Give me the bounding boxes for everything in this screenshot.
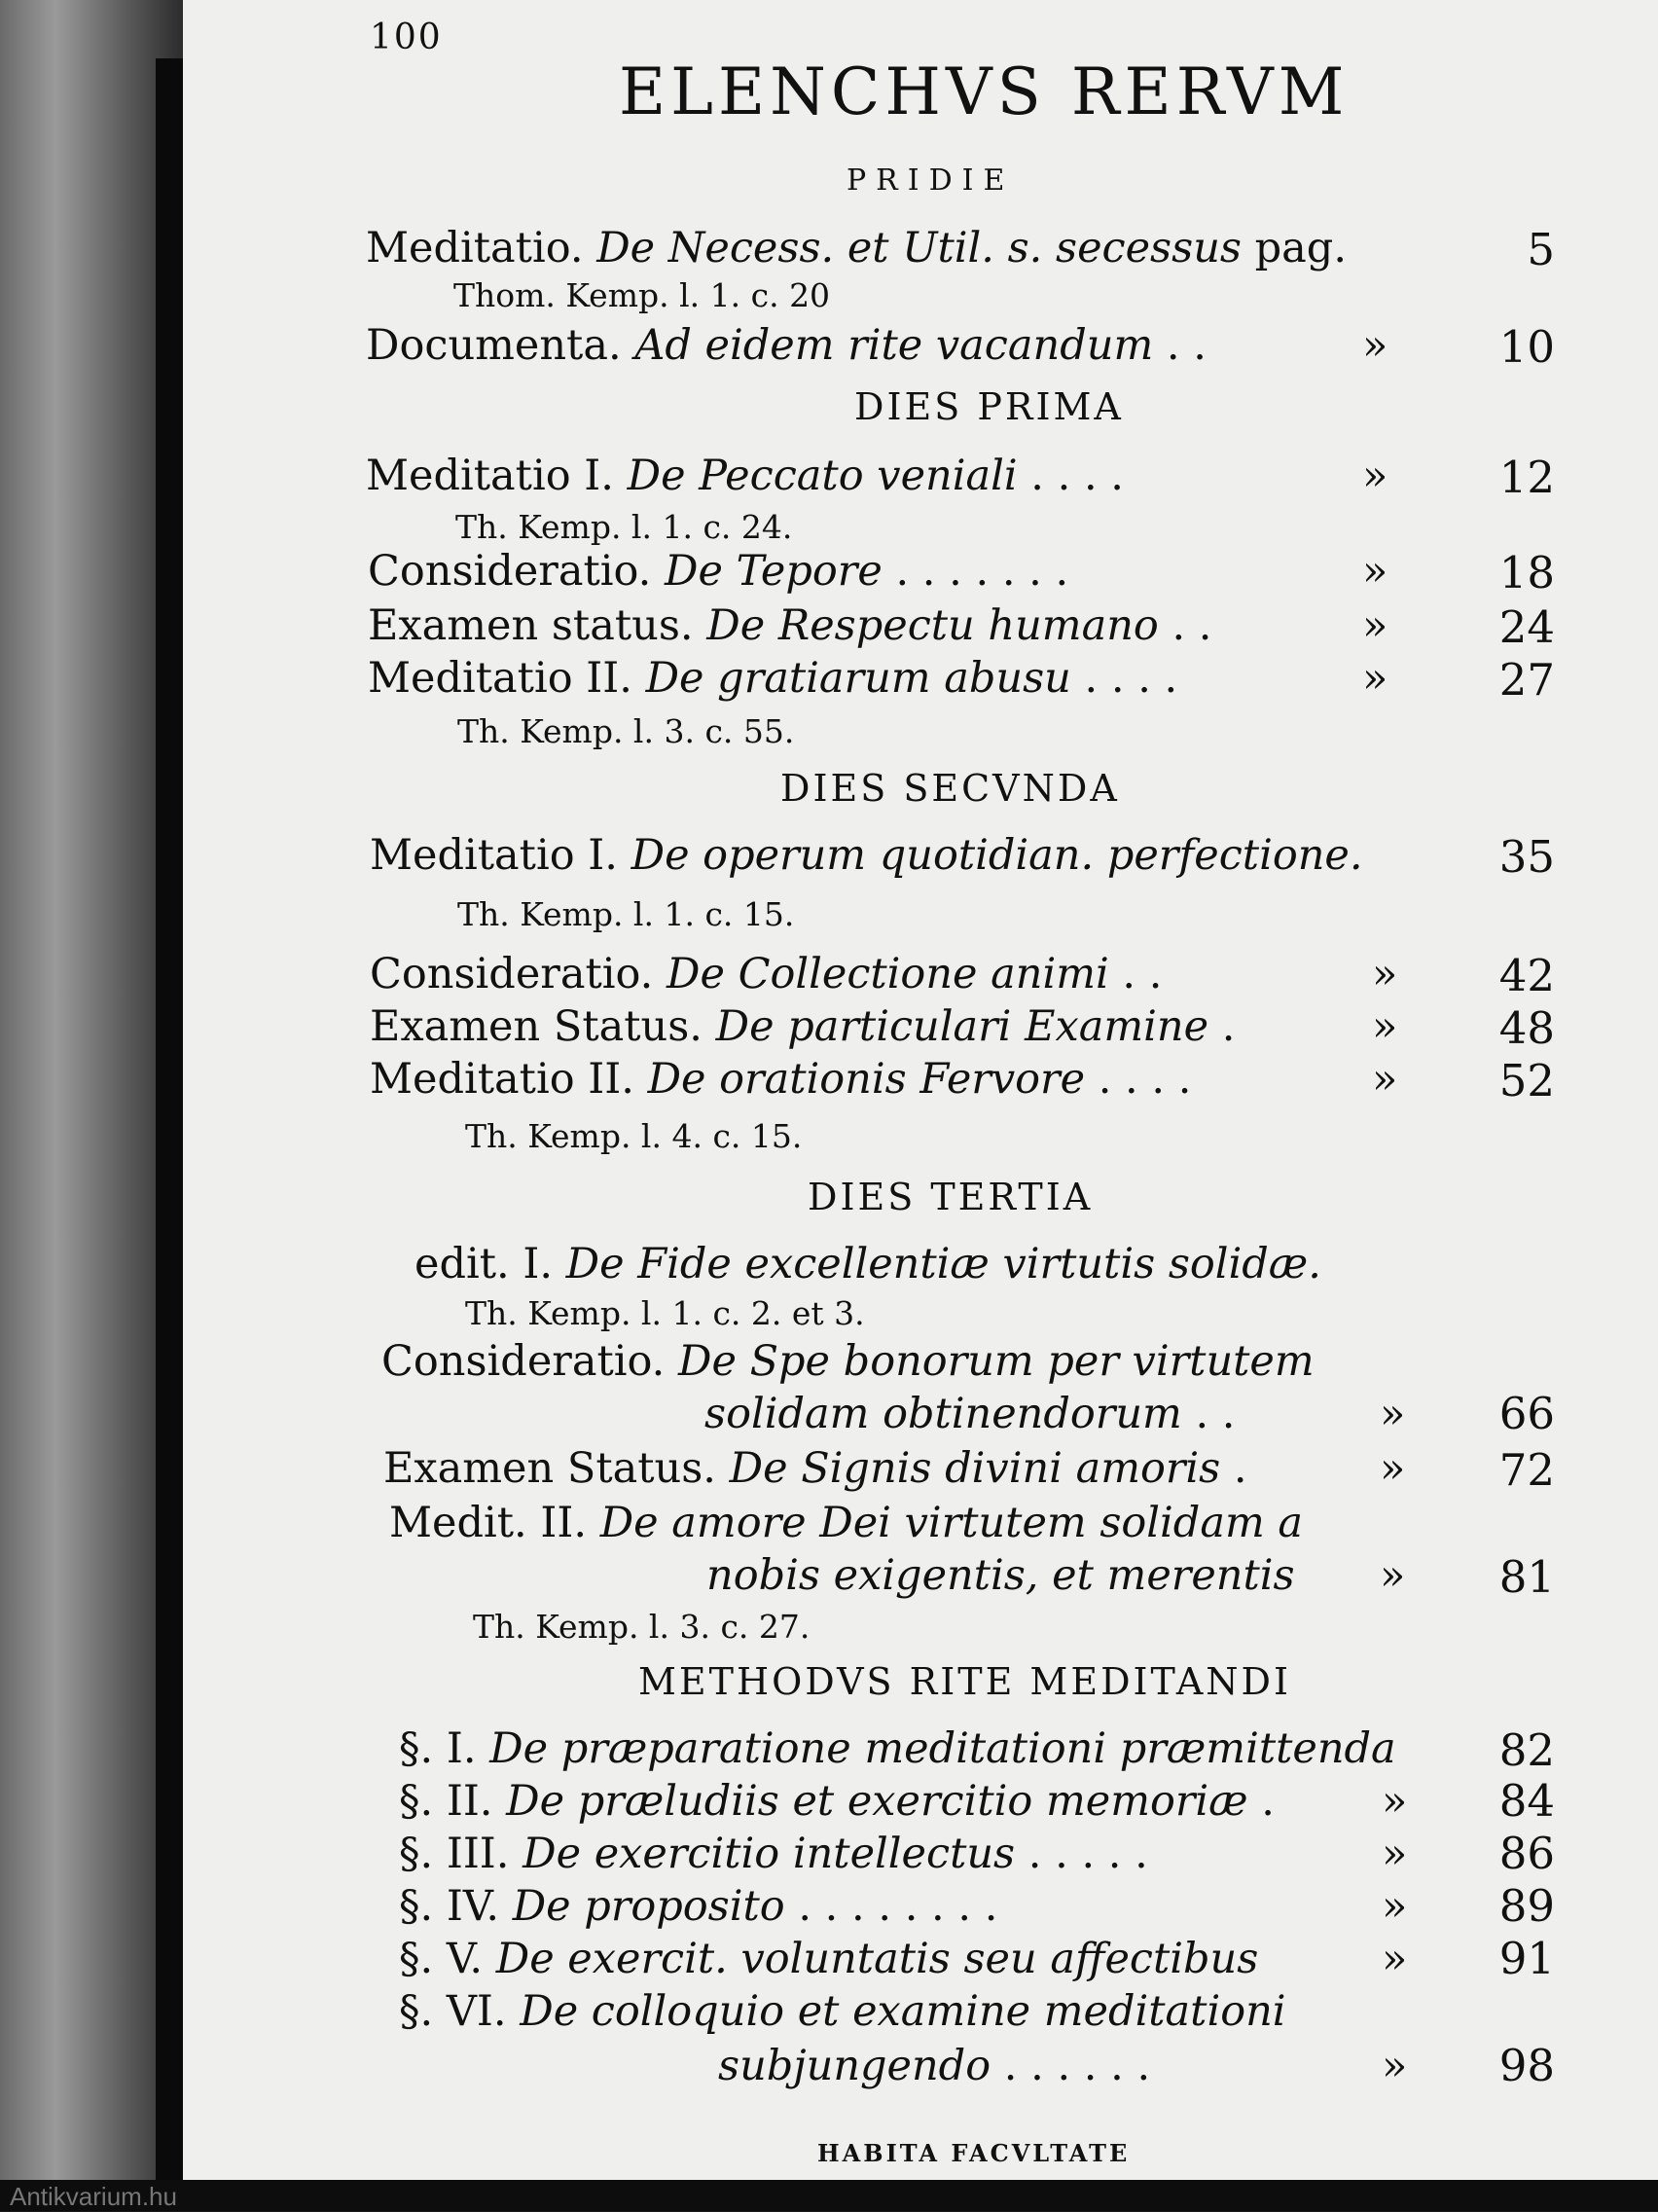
entry-dots: . . . . — [1084, 654, 1178, 703]
entry-page: 98 — [1498, 2040, 1555, 2091]
toc-entry — [389, 1499, 1303, 1547]
section-heading: DIES SECVNDA — [780, 767, 1120, 810]
toc-entry — [368, 547, 1068, 596]
entry-label: §. IV. — [399, 1882, 500, 1931]
ditto-mark: » — [1362, 654, 1388, 703]
imprint-line: HABITA FACVLTATE — [817, 2139, 1131, 2167]
ditto-mark: » — [1362, 452, 1388, 500]
entry-label: Examen status. — [368, 601, 694, 650]
entry-title: De Signis divini amoris — [729, 1444, 1221, 1493]
ditto-mark: » — [1382, 1830, 1408, 1878]
ditto-mark: » — [1372, 950, 1398, 998]
toc-entry — [370, 1055, 1191, 1104]
entry-page: 10 — [1498, 321, 1555, 373]
entry-dots: . . — [1122, 950, 1163, 998]
entry-dots: . . . . . . . . — [798, 1882, 998, 1931]
entry-dots: . . — [1166, 321, 1207, 370]
entry-page: 42 — [1498, 950, 1555, 1001]
ditto-mark: » — [1362, 601, 1388, 650]
entry-label: Medit. II. — [389, 1499, 588, 1547]
ditto-mark: » — [1382, 2042, 1408, 2090]
entry-dots: . — [1233, 1444, 1247, 1493]
ditto-mark: » — [1362, 321, 1388, 370]
ditto-mark: » — [1382, 1935, 1408, 1983]
reference-line: Th. Kemp. l. 1. c. 24. — [455, 508, 793, 546]
toc-entry — [368, 654, 1177, 703]
toc-entry — [366, 224, 1347, 272]
toc-entry — [383, 1444, 1247, 1493]
reference-line: Th. Kemp. l. 1. c. 2. et 3. — [465, 1294, 865, 1332]
entry-label: Consideratio. — [370, 950, 654, 998]
toc-entry — [368, 601, 1211, 650]
entry-title: De Fide excellentiæ virtutis solidæ. — [565, 1240, 1321, 1288]
toc-entry — [414, 1240, 1321, 1288]
entry-title: De particulari Examine — [715, 1002, 1209, 1051]
entry-label: Consideratio. — [368, 547, 652, 596]
entry-title: De Respectu humano — [706, 601, 1159, 650]
section-heading: DIES TERTIA — [808, 1176, 1094, 1218]
entry-label: Examen Status. — [383, 1444, 716, 1493]
entry-title: De Peccato veniali — [627, 452, 1018, 500]
entry-dots: . . — [1195, 1390, 1236, 1438]
entry-label: §. III. — [399, 1830, 510, 1878]
entry-label: §. V. — [399, 1935, 484, 1983]
entry-label: §. VI. — [399, 1987, 507, 2036]
entry-title: De Tepore — [664, 547, 883, 596]
entry-title: De exercitio intellectus — [523, 1830, 1016, 1878]
entry-title: De Necess. et Util. s. secessus — [596, 224, 1242, 272]
entry-label: §. II. — [399, 1777, 493, 1826]
entry-dots: . . . . . . — [1003, 2042, 1151, 2090]
ditto-mark: » — [1362, 547, 1388, 596]
entry-title-continued: solidam obtinendorum — [704, 1390, 1182, 1438]
section-heading: METHODVS RITE MEDITANDI — [638, 1660, 1291, 1703]
entry-dots: . . — [1171, 601, 1212, 650]
page-title: ELENCHVS RERVM — [619, 54, 1350, 129]
entry-page: 12 — [1498, 452, 1555, 503]
section-heading: DIES PRIMA — [854, 385, 1124, 428]
toc-entry-continuation — [718, 2042, 1150, 2090]
entry-page: 66 — [1498, 1388, 1555, 1439]
ditto-mark: » — [1382, 1777, 1408, 1826]
entry-title: Ad eidem rite vacandum — [634, 321, 1154, 370]
reference-line: Thom. Kemp. l. 1. c. 20 — [453, 276, 831, 314]
entry-label: §. I. — [399, 1724, 477, 1773]
toc-entry — [370, 950, 1162, 998]
reference-line: Th. Kemp. l. 4. c. 15. — [465, 1117, 803, 1155]
toc-entry — [366, 452, 1124, 500]
entry-title: De orationis Fervore — [647, 1055, 1086, 1104]
toc-entry — [381, 1337, 1315, 1386]
ditto-mark: » — [1382, 1882, 1408, 1931]
entry-label: Meditatio I. — [370, 831, 618, 880]
toc-entry — [399, 1935, 1258, 1983]
page-number: 100 — [370, 18, 443, 57]
entry-title: De amore Dei virtutem solidam a — [599, 1499, 1304, 1547]
entry-label: Meditatio. — [366, 224, 584, 272]
toc-entry — [399, 1830, 1148, 1878]
section-heading: PRIDIE — [847, 163, 1015, 198]
reference-line: Th. Kemp. l. 3. c. 55. — [457, 712, 795, 750]
entry-title: De præparatione meditationi præmittenda — [489, 1724, 1396, 1773]
ditto-mark: » — [1372, 1002, 1398, 1051]
entry-dots: . — [1261, 1777, 1275, 1826]
ditto-mark: » — [1372, 1055, 1398, 1104]
entry-title-continued: nobis exigentis, et merentis — [706, 1551, 1295, 1600]
ditto-mark: » — [1380, 1551, 1406, 1600]
entry-page: 18 — [1498, 547, 1555, 598]
entry-page: 91 — [1498, 1933, 1555, 1984]
toc-entry — [399, 1882, 997, 1931]
ditto-mark: » — [1380, 1390, 1406, 1438]
entry-dots: . . . . — [1098, 1055, 1192, 1104]
toc-entry — [399, 1777, 1275, 1826]
toc-entry — [370, 1002, 1235, 1051]
toc-entry-continuation — [704, 1390, 1235, 1438]
entry-dots: . . . . — [1030, 452, 1124, 500]
reference-line: Th. Kemp. l. 1. c. 15. — [457, 895, 795, 933]
toc-entry — [370, 831, 1363, 880]
entry-page: 52 — [1498, 1055, 1555, 1106]
entry-page: 89 — [1498, 1880, 1555, 1932]
entry-title: De proposito — [512, 1882, 785, 1931]
entry-title-continued: subjungendo — [718, 2042, 991, 2090]
toc-entry-continuation — [706, 1551, 1295, 1600]
entry-page: 86 — [1498, 1828, 1555, 1879]
entry-dots: . . . . . — [1027, 1830, 1148, 1878]
entry-dots: . . . . . . . — [895, 547, 1069, 596]
bottom-strip — [0, 2180, 1658, 2211]
entry-page: 35 — [1498, 831, 1555, 883]
entry-title: De gratiarum abusu — [645, 654, 1071, 703]
entry-label: Meditatio I. — [366, 452, 614, 500]
entry-page: 48 — [1498, 1002, 1555, 1054]
ditto-mark: » — [1380, 1444, 1406, 1493]
entry-label: Meditatio II. — [368, 654, 632, 703]
entry-title: De præludiis et exercitio memoriæ — [506, 1777, 1248, 1826]
reference-line: Th. Kemp. l. 3. c. 27. — [473, 1608, 811, 1646]
book-page — [183, 0, 1658, 2211]
entry-label: Examen Status. — [370, 1002, 703, 1051]
entry-page: 5 — [1527, 224, 1555, 275]
entry-dots: . — [1221, 1002, 1236, 1051]
entry-page: 24 — [1498, 601, 1555, 653]
entry-page: 81 — [1498, 1551, 1555, 1603]
watermark: Antikvarium.hu — [10, 2182, 177, 2211]
entry-title: De operum quotidian. perfectione. — [631, 831, 1363, 880]
entry-page: 84 — [1498, 1775, 1555, 1827]
entry-label: edit. I. — [414, 1240, 553, 1288]
entry-page: 82 — [1498, 1724, 1555, 1776]
toc-entry — [399, 1987, 1286, 2036]
entry-label: Consideratio. — [381, 1337, 666, 1386]
entry-title: De exercit. voluntatis seu affectibus — [495, 1935, 1259, 1983]
entry-title: De Spe bonorum per virtutem — [677, 1337, 1315, 1386]
toc-entry — [366, 321, 1207, 370]
entry-title: De Collectione animi — [666, 950, 1109, 998]
entry-page: 27 — [1498, 654, 1555, 706]
entry-suffix: pag. — [1254, 224, 1347, 272]
toc-entry — [399, 1724, 1396, 1773]
entry-label: Documenta. — [366, 321, 622, 370]
entry-page: 72 — [1498, 1444, 1555, 1496]
entry-label: Meditatio II. — [370, 1055, 634, 1104]
entry-title: De colloquio et examine meditationi — [520, 1987, 1286, 2036]
